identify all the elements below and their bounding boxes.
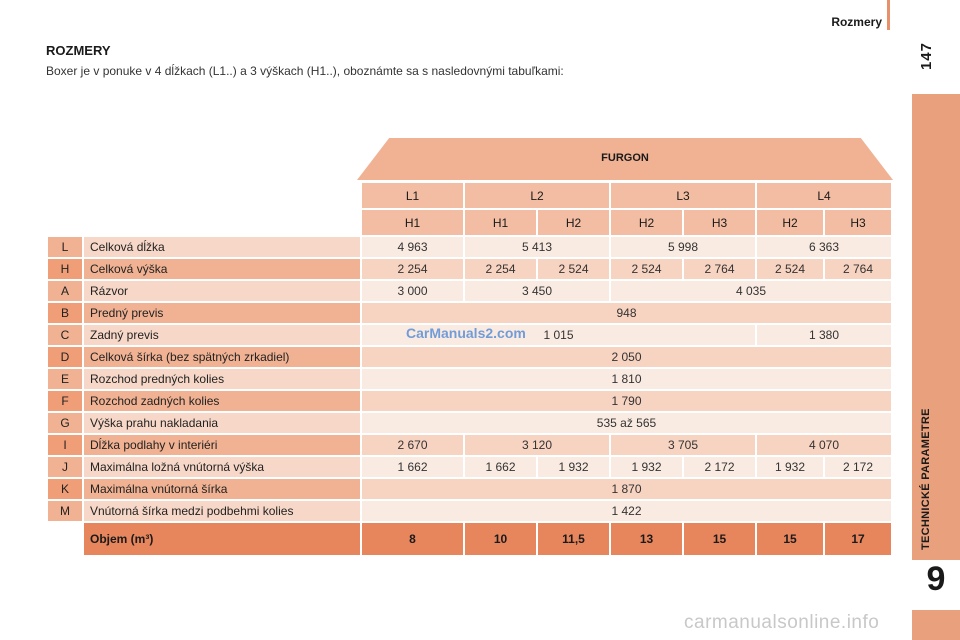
table-row: [48, 391, 891, 411]
length-header: L4: [757, 183, 891, 208]
height-header: H1: [465, 210, 536, 235]
table-cell: 5 998: [611, 237, 755, 257]
table-cell: 2 670: [362, 435, 463, 455]
table-cell: 2 254: [362, 259, 463, 279]
row-letter: D: [48, 347, 82, 367]
volume-cell: 17: [825, 523, 891, 555]
height-header: H3: [684, 210, 755, 235]
section-title: Rozmery: [831, 15, 882, 29]
row-letter: I: [48, 435, 82, 455]
table-row: [48, 369, 891, 389]
row-letter: L: [48, 237, 82, 257]
height-header: H2: [538, 210, 609, 235]
table-cell: 2 764: [825, 259, 891, 279]
table-cell: 1 662: [465, 457, 536, 477]
table-row: [48, 303, 891, 323]
table-cell: 3 705: [611, 435, 755, 455]
table-cell: 1 422: [362, 501, 891, 521]
row-label: Celková šírka (bez spätných zrkadiel): [84, 347, 360, 367]
volume-cell: 10: [465, 523, 536, 555]
table-cell: 1 380: [757, 325, 891, 345]
volume-cell: 8: [362, 523, 463, 555]
table-cell: 3 120: [465, 435, 609, 455]
row-label: Celková dĺžka: [84, 237, 360, 257]
table-cell: 6 363: [757, 237, 891, 257]
table-cell: 3 450: [465, 281, 609, 301]
table-cell: 1 790: [362, 391, 891, 411]
length-header-row: [48, 183, 891, 208]
row-label: Výška prahu nakladania: [84, 413, 360, 433]
length-header: L2: [465, 183, 609, 208]
row-letter: F: [48, 391, 82, 411]
row-letter: E: [48, 369, 82, 389]
table-cell: 2 524: [538, 259, 609, 279]
table-row: [48, 347, 891, 367]
page-number: 147: [918, 42, 935, 71]
table-cell: 2 524: [611, 259, 682, 279]
row-label: Rozchod zadných kolies: [84, 391, 360, 411]
row-letter: J: [48, 457, 82, 477]
intro-text: Boxer je v ponuke v 4 dĺžkach (L1..) a 3 výškach (H1..), oboznámte sa s nasledovnými tabuľkami:: [46, 64, 564, 78]
chapter-tab-label: TECHNICKÉ PARAMETRE: [920, 408, 932, 550]
table-cell: 1 662: [362, 457, 463, 477]
table-cell: 2 524: [757, 259, 823, 279]
row-label: Maximálna ložná vnútorná výška: [84, 457, 360, 477]
row-label: Maximálna vnútorná šírka: [84, 479, 360, 499]
row-label: Vnútorná šírka medzi podbehmi kolies: [84, 501, 360, 521]
row-label: Predný previs: [84, 303, 360, 323]
page-title: ROZMERY: [46, 43, 111, 58]
watermark-carmanualsonline[interactable]: carmanualsonline.info: [684, 612, 880, 633]
row-letter: K: [48, 479, 82, 499]
volume-label: Objem (m³): [84, 523, 360, 555]
row-label: Rázvor: [84, 281, 360, 301]
table-cell: 4 963: [362, 237, 463, 257]
table-cell: 1 932: [611, 457, 682, 477]
table-cell: 4 035: [611, 281, 891, 301]
volume-cell: 13: [611, 523, 682, 555]
height-header: H2: [757, 210, 823, 235]
table-cell: 948: [362, 303, 891, 323]
table-row: [48, 237, 891, 257]
table-cell: 2 050: [362, 347, 891, 367]
row-letter: A: [48, 281, 82, 301]
table-cell: 2 764: [684, 259, 755, 279]
row-letter: H: [48, 259, 82, 279]
row-label: Rozchod predných kolies: [84, 369, 360, 389]
row-letter: M: [48, 501, 82, 521]
watermark-carmanuals2[interactable]: CarManuals2.com: [406, 325, 526, 341]
height-header: H1: [362, 210, 463, 235]
table-cell: 5 413: [465, 237, 609, 257]
table-row: [48, 413, 891, 433]
volume-cell: 11,5: [538, 523, 609, 555]
volume-cell: 15: [684, 523, 755, 555]
table-cell: 1 932: [538, 457, 609, 477]
row-letter: C: [48, 325, 82, 345]
table-row: [48, 479, 891, 499]
table-cell: 1 932: [757, 457, 823, 477]
volume-cell: 15: [757, 523, 823, 555]
row-letter: B: [48, 303, 82, 323]
furgon-header-label: FURGON: [601, 152, 649, 164]
table-cell: 2 172: [684, 457, 755, 477]
table-cell: 1 015: [362, 325, 755, 345]
table-cell: 535 až 565: [362, 413, 891, 433]
table-row: [48, 501, 891, 521]
dimensions-table: [46, 181, 893, 557]
height-header: H3: [825, 210, 891, 235]
table-cell: 1 870: [362, 479, 891, 499]
volume-row: [48, 523, 891, 555]
table-row: [48, 259, 891, 279]
table-cell: 2 254: [465, 259, 536, 279]
table-row: [48, 281, 891, 301]
table-row: [48, 457, 891, 477]
row-label: Dĺžka podlahy v interiéri: [84, 435, 360, 455]
length-header: L3: [611, 183, 755, 208]
height-header-row: [48, 210, 891, 235]
height-header: H2: [611, 210, 682, 235]
length-header: L1: [362, 183, 463, 208]
table-cell: 3 000: [362, 281, 463, 301]
table-cell: 2 172: [825, 457, 891, 477]
table-cell: 1 810: [362, 369, 891, 389]
table-row: [48, 435, 891, 455]
table-cell: 4 070: [757, 435, 891, 455]
header-divider: [887, 0, 890, 30]
row-label: Zadný previs: [84, 325, 360, 345]
row-letter: G: [48, 413, 82, 433]
chapter-number: 9: [926, 560, 946, 598]
row-label: Celková výška: [84, 259, 360, 279]
